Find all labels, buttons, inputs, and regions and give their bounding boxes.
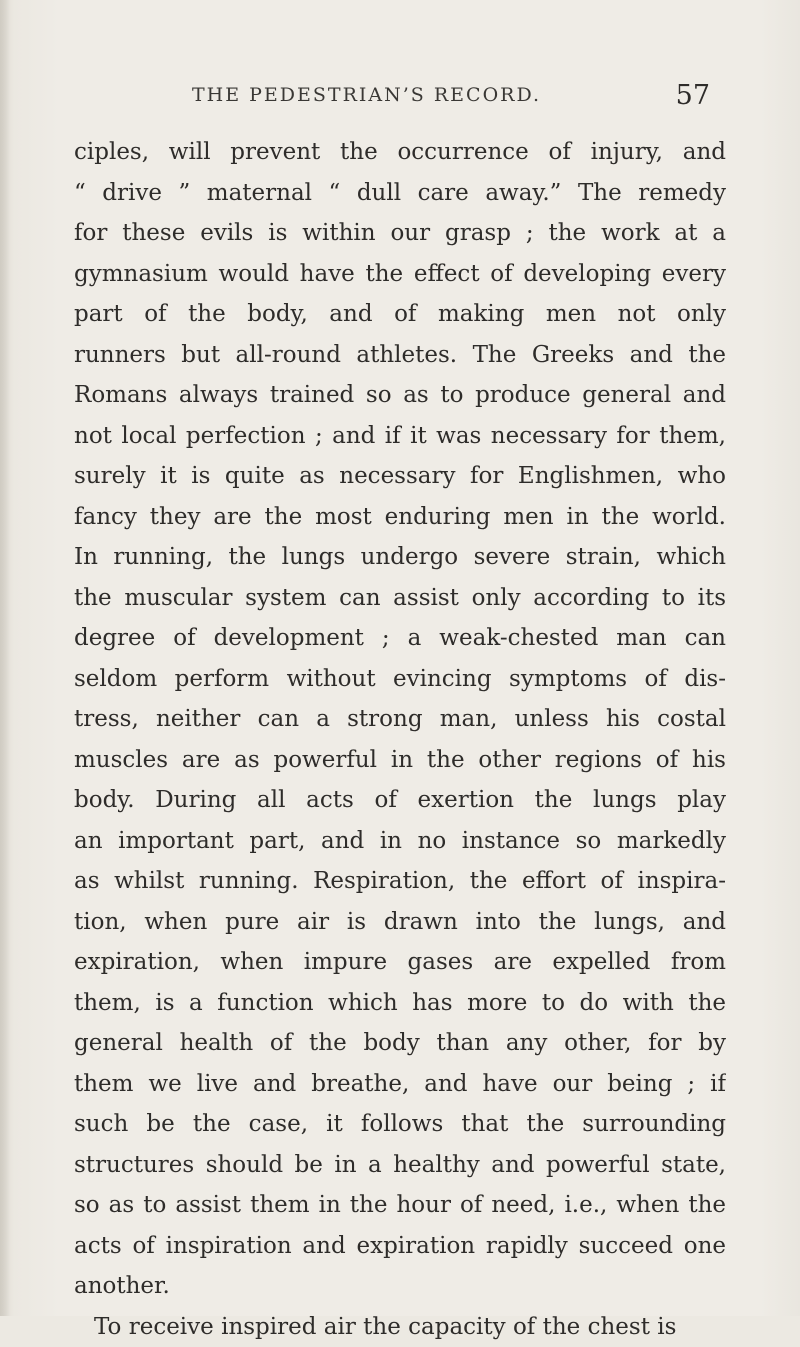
text-line: not local perfection ; and if it was necessary for them, <box>74 416 726 457</box>
text-line: runners but all-round athletes. The Greeks and the <box>74 335 726 376</box>
page-spine-shadow <box>0 0 10 1316</box>
text-line: ciples, will prevent the occurrence of injury, and <box>74 132 726 173</box>
text-line: them, is a function which has more to do with the <box>74 983 726 1024</box>
text-line-paragraph-start: To receive inspired air the capacity of the chest is <box>74 1307 726 1347</box>
running-head: THE PEDESTRIAN’S RECORD. <box>192 84 541 106</box>
text-line: tion, when pure air is drawn into the lungs, and <box>74 902 726 943</box>
text-line: the muscular system can assist only according to its <box>74 578 726 619</box>
text-line: part of the body, and of making men not only <box>74 294 726 335</box>
body-text <box>74 132 726 1347</box>
text-line: seldom perform without evincing symptoms of dis- <box>74 659 726 700</box>
page-number: 57 <box>676 80 710 111</box>
text-line: so as to assist them in the hour of need, i.e., when the <box>74 1185 726 1226</box>
text-line: an important part, and in no instance so markedly <box>74 821 726 862</box>
text-line: Romans always trained so as to produce general and <box>74 375 726 416</box>
text-line: expiration, when impure gases are expelled from <box>74 942 726 983</box>
text-line: degree of development ; a weak-chested man can <box>74 618 726 659</box>
text-line: structures should be in a healthy and powerful state, <box>74 1145 726 1186</box>
text-line: general health of the body than any other, for by <box>74 1023 726 1064</box>
text-line: body. During all acts of exertion the lungs play <box>74 780 726 821</box>
text-line: acts of inspiration and expiration rapidly succeed one <box>74 1226 726 1267</box>
text-line: gymnasium would have the effect of developing every <box>74 254 726 295</box>
text-line: as whilst running. Respiration, the effort of inspira- <box>74 861 726 902</box>
text-line: such be the case, it follows that the surrounding <box>74 1104 726 1145</box>
text-line: tress, neither can a strong man, unless his costal <box>74 699 726 740</box>
text-line: muscles are as powerful in the other regions of his <box>74 740 726 781</box>
text-line: for these evils is within our grasp ; the work at a <box>74 213 726 254</box>
text-line: them we live and breathe, and have our being ; if <box>74 1064 726 1105</box>
text-line: fancy they are the most enduring men in the world. <box>74 497 726 538</box>
text-line: surely it is quite as necessary for Englishmen, who <box>74 456 726 497</box>
page-header <box>170 84 710 114</box>
text-line-paragraph-end: another. <box>74 1266 726 1307</box>
text-line: “ drive ” maternal “ dull care away.” The remedy <box>74 173 726 214</box>
text-line: In running, the lungs undergo severe strain, which <box>74 537 726 578</box>
